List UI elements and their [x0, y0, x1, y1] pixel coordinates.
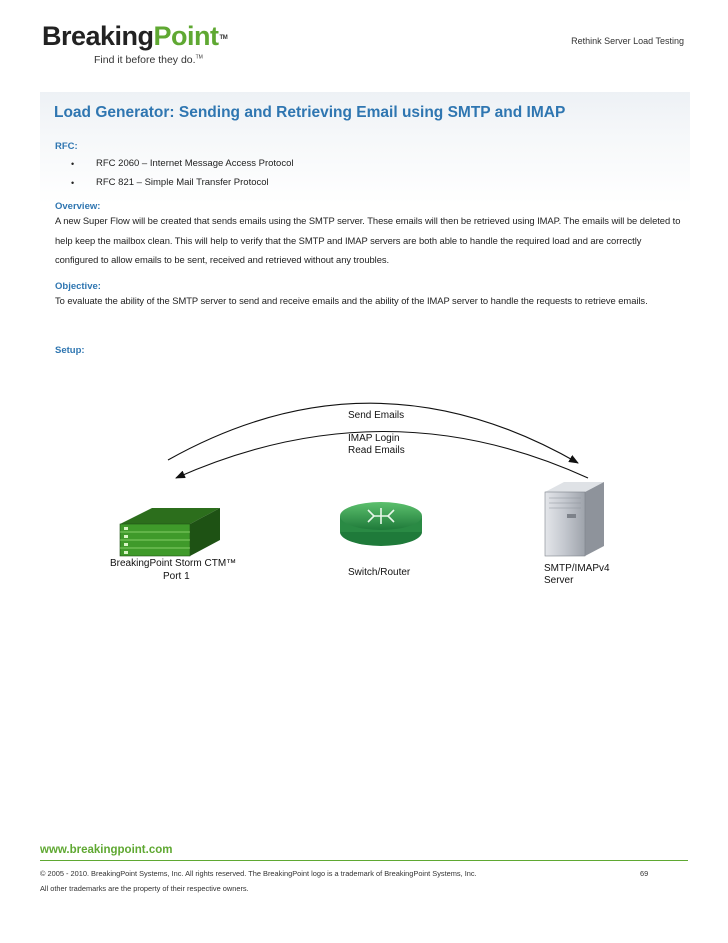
smtp-imap-server-icon: [545, 482, 604, 556]
read-emails-label: Read Emails: [348, 445, 405, 456]
rfc-heading: RFC:: [55, 141, 78, 152]
switch-router-icon: [340, 502, 422, 546]
overview-heading: Overview:: [55, 201, 101, 212]
logo-tagline-text: Find it before they do.: [94, 54, 196, 66]
footer-website-link[interactable]: www.breakingpoint.com: [40, 844, 173, 856]
objective-heading: Objective:: [55, 281, 101, 292]
logo-tagline-tm: TM: [195, 54, 203, 61]
logo-tm: TM: [219, 35, 228, 41]
page-title: Load Generator: Sending and Retrieving Email using SMTP and IMAP: [54, 104, 566, 121]
breakingpoint-storm-device: [120, 508, 220, 556]
server-label-2: Server: [544, 575, 574, 586]
logo-wordmark-breaking: Breaking: [42, 21, 154, 51]
rfc-item-1: RFC 2060 – Internet Message Access Protocol: [96, 158, 294, 169]
footer-trademarks: All other trademarks are the property of their respective owners.: [40, 884, 249, 893]
rfc-bullet-1: •: [71, 159, 75, 169]
switch-router-label: Switch/Router: [348, 567, 411, 578]
device-port-label: Port 1: [163, 571, 190, 582]
header-right-text: Rethink Server Load Testing: [571, 36, 684, 46]
footer-divider: [40, 860, 688, 861]
page-number: 69: [640, 869, 649, 878]
objective-text: To evaluate the ability of the SMTP server to send and receive emails and the ability of the IMAP server to handle the requests to retrieve emails.: [55, 295, 648, 306]
footer-copyright: © 2005 - 2010. BreakingPoint Systems, Inc. All rights reserved. The BreakingPoint logo is a trademark of BreakingPoint Systems, Inc.: [40, 869, 477, 878]
imap-login-label: IMAP Login: [348, 433, 400, 444]
setup-heading: Setup:: [55, 345, 85, 356]
rfc-item-2: RFC 821 – Simple Mail Transfer Protocol: [96, 177, 269, 188]
server-label: SMTP/IMAPv4: [544, 563, 610, 574]
overview-text: A new Super Flow will be created that sends emails using the SMTP server. These emails will then be retrieved using IMAP. The emails will be deleted to help keep the mailbox clean. This will help to verify that the SMTP and IMAP servers are both able to handle the required load and are correctly configured to allow emails to be sent, received and retrieved without any troubles.: [55, 215, 681, 265]
device-label: BreakingPoint Storm CTM™: [110, 558, 237, 569]
rfc-bullet-2: •: [71, 178, 75, 188]
logo-wordmark-point: Point: [153, 21, 219, 51]
send-emails-label: Send Emails: [348, 410, 405, 421]
